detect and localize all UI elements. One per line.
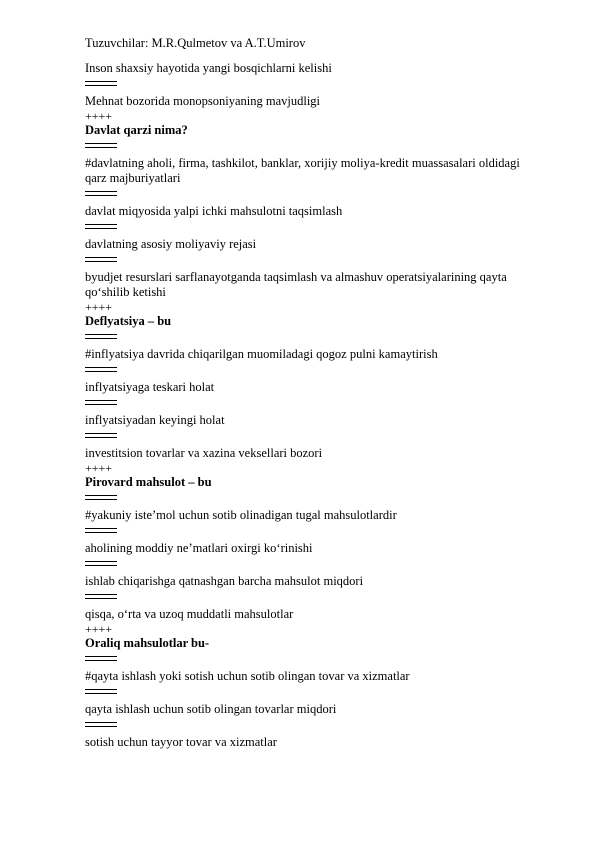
separator-line xyxy=(85,428,535,446)
separator-line xyxy=(85,523,535,541)
answer-option: #davlatning aholi, firma, tashkilot, banklar, xorijiy moliya-kredit muassasalari oldidagi qarz majburiyatlari xyxy=(85,156,520,185)
separator-line xyxy=(85,219,535,237)
separator-line xyxy=(85,76,535,94)
answer-option: inflyatsiyadan keyingi holat xyxy=(85,413,225,427)
question-separator: ++++ xyxy=(85,622,113,636)
authors-line: Tuzuvchilar: M.R.Qulmetov va A.T.Umirov xyxy=(85,36,306,50)
question-separator: ++++ xyxy=(85,109,113,123)
answer-option: byudjet resurslari sarflanayotganda taqsimlash va almashuv operatsiyalarining qayta qo‘shilib ketishi xyxy=(85,270,507,299)
separator-line xyxy=(85,490,535,508)
separator-line xyxy=(85,252,535,270)
answer-option: investitsion tovarlar va xazina veksellari bozori xyxy=(85,446,323,460)
separator-line xyxy=(85,138,535,156)
answer-option: sotish uchun tayyor tovar va xizmatlar xyxy=(85,735,277,749)
separator-line xyxy=(85,589,535,607)
question-title: Davlat qarzi nima? xyxy=(85,123,188,137)
separator-line xyxy=(85,186,535,204)
answer-option: Inson shaxsiy hayotida yangi bosqichlarni kelishi xyxy=(85,61,332,75)
question-separator: ++++ xyxy=(85,461,113,475)
separator-line xyxy=(85,329,535,347)
answer-option: davlat miqyosida yalpi ichki mahsulotni taqsimlash xyxy=(85,204,343,218)
question-title: Deflyatsiya – bu xyxy=(85,314,172,328)
answer-option: inflyatsiyaga teskari holat xyxy=(85,380,215,394)
test-document xyxy=(85,36,535,750)
separator-line xyxy=(85,395,535,413)
separator-line xyxy=(85,362,535,380)
question-title: Pirovard mahsulot – bu xyxy=(85,475,212,489)
answer-option: qisqa, o‘rta va uzoq muddatli mahsulotlar xyxy=(85,607,294,621)
answer-option: Mehnat bozorida monopsoniyaning mavjudligi xyxy=(85,94,321,108)
separator-line xyxy=(85,717,535,735)
answer-option: #inflyatsiya davrida chiqarilgan muomiladagi qogoz pulni kamaytirish xyxy=(85,347,438,361)
answer-option: #qayta ishlash yoki sotish uchun sotib olingan tovar va xizmatlar xyxy=(85,669,410,683)
question-separator: ++++ xyxy=(85,300,113,314)
separator-line xyxy=(85,651,535,669)
answer-option: davlatning asosiy moliyaviy rejasi xyxy=(85,237,257,251)
answer-option: #yakuniy iste’mol uchun sotib olinadigan tugal mahsulotlardir xyxy=(85,508,397,522)
answer-option: ishlab chiqarishga qatnashgan barcha mahsulot miqdori xyxy=(85,574,364,588)
answer-option: aholining moddiy ne’matlari oxirgi ko‘rinishi xyxy=(85,541,313,555)
separator-line xyxy=(85,684,535,702)
answer-option: qayta ishlash uchun sotib olingan tovarlar miqdori xyxy=(85,702,337,716)
separator-line xyxy=(85,556,535,574)
question-title: Oraliq mahsulotlar bu- xyxy=(85,636,210,650)
